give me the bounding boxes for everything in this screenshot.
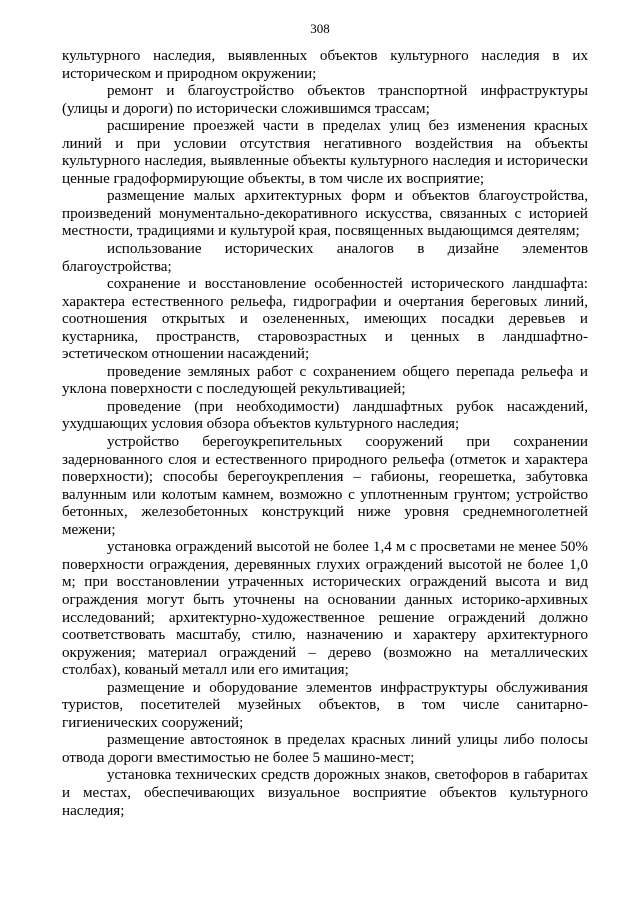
paragraph: устройство берегоукрепительных сооружений при сохранении задернованного слоя и естественного природного рельефа (отметок и характера поверхности); способы берегоукрепления – габионы, георешетка, забутовка валунным или колотым камнем, возможно с уплотненным грунтом; устройство бетонных, железобетонных конструкций ниже уровня среднемноголетней межени; (62, 434, 588, 538)
paragraph: сохранение и восстановление особенностей исторического ландшафта: характера естественного рельефа, гидрографии и очертания береговых линий, соотношения открытых и озелененных, имеющих посадки деревьев и кустарника, пространств, старовозрастных и ценных в ландшафтно-эстетическом отношении насаждений; (62, 276, 588, 363)
paragraph: размещение малых архитектурных форм и объектов благоустройства, произведений монументально-декоративного искусства, связанных с историей местности, традициями и культурой края, посвященных выдающимся деятелям; (62, 188, 588, 240)
paragraph: проведение (при необходимости) ландшафтных рубок насаждений, ухудшающих условия обзора объектов культурного наследия; (62, 398, 588, 433)
paragraph: использование исторических аналогов в дизайне элементов благоустройства; (62, 241, 588, 275)
paragraph: размещение автостоянок в пределах красных линий улицы либо полосы отвода дороги вместимостью не более 5 машино-мест; (62, 732, 588, 766)
paragraph: проведение земляных работ с сохранением общего перепада рельефа и уклона поверхности с последующей рекультивацией; (62, 363, 588, 398)
paragraph: установка технических средств дорожных знаков, светофоров в габаритах и местах, обеспечивающих визуальное восприятие объектов культурного наследия; (62, 767, 588, 819)
paragraph: культурного наследия, выявленных объектов культурного наследия в их историческом и природном окружении; (62, 48, 588, 82)
paragraph: установка ограждений высотой не более 1,4 м с просветами не менее 50% поверхности ограждения, деревянных глухих ограждений высотой не более 1,0 м; при восстановлении утраченных исторических ограждений высота и вид ограждения могут быть уточнены на основании данных историко-архивных исследований; архитектурно-художественное решение ограждений должно соответствовать масштабу, стилю, назначению и характеру архитектурного окружения; материал ограждений – дерево (возможно на металлических столбах), кованый металл или его имитация; (62, 539, 588, 679)
paragraph: расширение проезжей части в пределах улиц без изменения красных линий и при условии отсутствия негативного воздействия на объекты культурного наследия, выявленные объекты культурного наследия и исторически ценные градоформирующие объекты, в том числе их восприятие; (62, 118, 588, 187)
page-number: 308 (310, 21, 330, 36)
document-body (62, 48, 588, 820)
paragraph: ремонт и благоустройство объектов транспортной инфраструктуры (улицы и дороги) по исторически сложившимся трассам; (62, 83, 588, 117)
paragraph: размещение и оборудование элементов инфраструктуры обслуживания туристов, посетителей музейных объектов, в том числе санитарно-гигиенических сооружений; (62, 679, 588, 731)
